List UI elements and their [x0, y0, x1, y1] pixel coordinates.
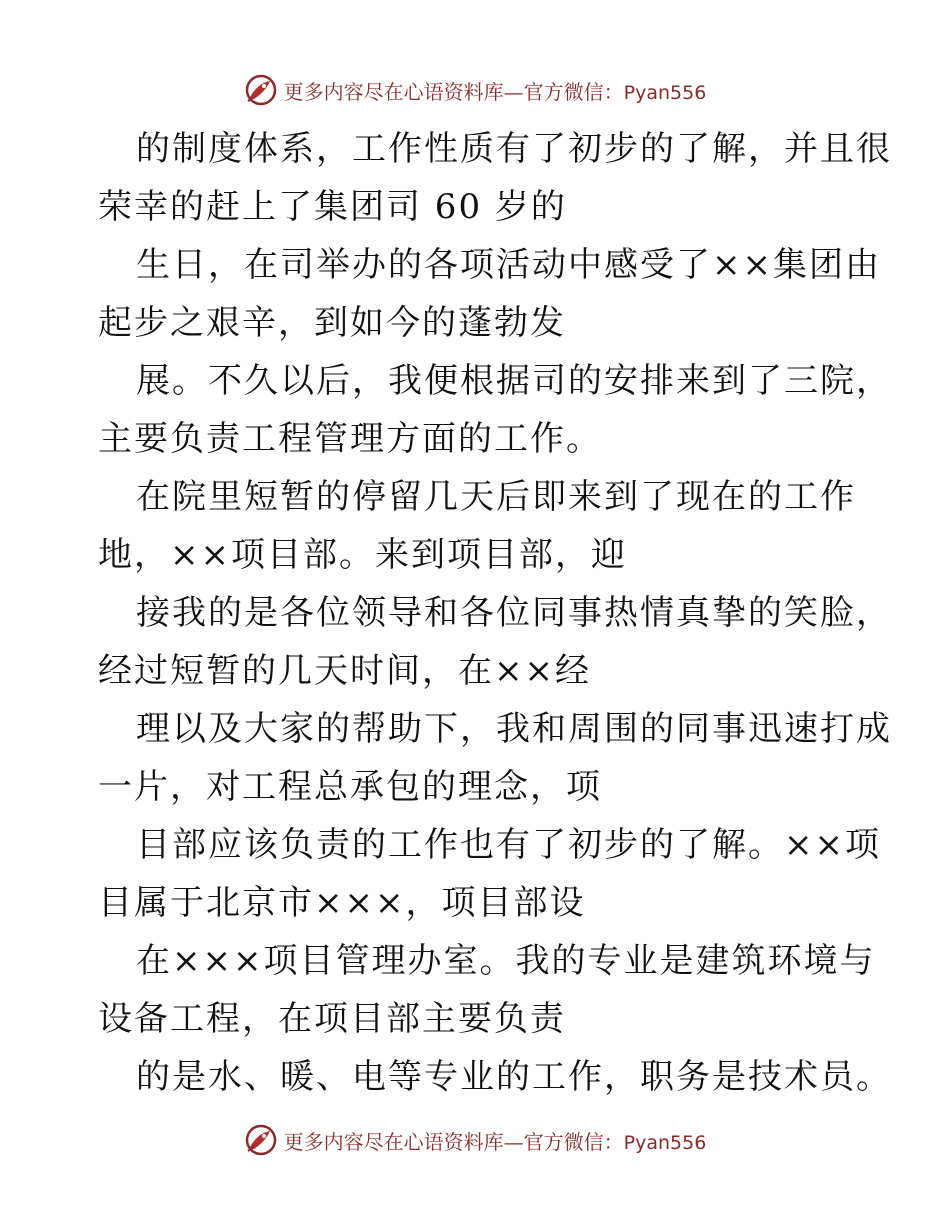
- text-line: 生日，在司举办的各项活动中感受了××集团由: [136, 245, 881, 285]
- text-line: 的是水、暖、电等专业的工作，职务是技术员。: [136, 1057, 892, 1097]
- header-watermark: [0, 70, 950, 110]
- text-line: 接我的是各位领导和各位同事热情真挚的笑脸，: [136, 593, 892, 633]
- text-line: 起步之艰辛，到如今的蓬勃发: [98, 303, 566, 343]
- text-line: 在×××项目管理办室。我的专业是建筑环境与: [136, 941, 876, 981]
- text-line: 荣幸的赶上了集团司 60 岁的: [98, 187, 567, 227]
- pen-nib-logo-icon: [244, 1123, 278, 1157]
- text-line: 设备工程，在项目部主要负责: [98, 999, 566, 1039]
- text-line: 展。不久以后，我便根据司的安排来到了三院，: [136, 361, 892, 401]
- text-line: 目属于北京市×××，项目部设: [98, 883, 586, 923]
- text-line: 目部应该负责的工作也有了初步的了解。××项: [136, 825, 881, 865]
- watermark-text: 更多内容尽在心语资料库—官方微信：Pyan556: [283, 1129, 707, 1154]
- text-line: 主要负责工程管理方面的工作。: [98, 419, 602, 459]
- text-line: 理以及大家的帮助下，我和周围的同事迅速打成: [136, 709, 892, 749]
- footer-watermark: [0, 1120, 950, 1160]
- text-line: 的制度体系，工作性质有了初步的了解，并且很: [136, 129, 892, 169]
- document-body: [98, 120, 892, 1106]
- text-line: 在院里短暂的停留几天后即来到了现在的工作: [136, 477, 856, 517]
- text-line: 经过短暂的几天时间，在××经: [98, 651, 591, 691]
- text-line: 地，××项目部。来到项目部，迎: [98, 535, 627, 575]
- watermark-text: 更多内容尽在心语资料库—官方微信：Pyan556: [283, 79, 707, 104]
- text-line: 一片，对工程总承包的理念，项: [98, 767, 602, 807]
- pen-nib-logo-icon: [244, 73, 278, 107]
